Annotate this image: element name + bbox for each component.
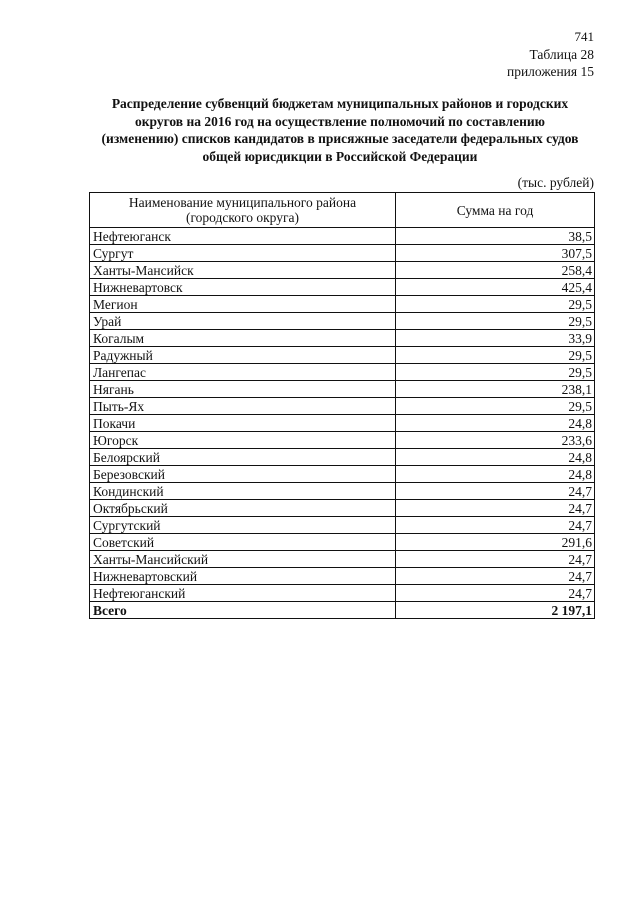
row-name-cell: Лангепас [90, 364, 396, 381]
table-row [90, 483, 595, 500]
table-row [90, 466, 595, 483]
table-reference [507, 46, 594, 80]
row-amount-cell: 258,4 [396, 262, 595, 279]
row-amount-cell: 24,8 [396, 449, 595, 466]
header-name [90, 193, 396, 228]
row-amount-cell: 33,9 [396, 330, 595, 347]
title-line: округов на 2016 год на осуществление полномочий по составлению [134, 113, 545, 129]
row-name-cell: Урай [90, 313, 396, 330]
table-row [90, 517, 595, 534]
row-amount-cell: 29,5 [396, 347, 595, 364]
header-name-line2: (городского округа) [185, 210, 300, 225]
header-amount: Сумма на год [396, 193, 595, 228]
row-amount-cell: 425,4 [396, 279, 595, 296]
title-line: общей юрисдикции в Российской Федерации [202, 148, 478, 164]
table-row [90, 228, 595, 245]
row-amount-cell: 307,5 [396, 245, 595, 262]
row-amount-cell: 24,7 [396, 517, 595, 534]
row-amount-cell: 24,7 [396, 483, 595, 500]
row-name-cell: Березовский [90, 466, 396, 483]
row-name-cell: Нижневартовск [90, 279, 396, 296]
row-name-cell: Сургут [90, 245, 396, 262]
table-body [90, 228, 595, 619]
row-amount-cell: 233,6 [396, 432, 595, 449]
table-row [90, 381, 595, 398]
row-name-cell: Пыть-Ях [90, 398, 396, 415]
header-name-line1: Наименование муниципального района [128, 195, 357, 210]
table-reference-line2: приложения 15 [506, 64, 594, 79]
units-note: (тыс. рублей) [517, 175, 594, 190]
table-row [90, 398, 595, 415]
row-name-cell: Сургутский [90, 517, 396, 534]
row-amount-cell: 24,7 [396, 551, 595, 568]
row-amount-cell: 24,7 [396, 585, 595, 602]
table-row [90, 551, 595, 568]
row-amount-cell: 29,5 [396, 364, 595, 381]
table-total-row [90, 602, 595, 619]
table-row [90, 296, 595, 313]
row-name-cell: Мегион [90, 296, 396, 313]
row-name-cell: Покачи [90, 415, 396, 432]
table-row [90, 245, 595, 262]
table-row [90, 313, 595, 330]
row-amount-cell: 29,5 [396, 398, 595, 415]
total-amount-cell: 2 197,1 [396, 602, 595, 619]
row-amount-cell: 238,1 [396, 381, 595, 398]
row-name-cell: Октябрьский [90, 500, 396, 517]
table-row [90, 330, 595, 347]
row-name-cell: Когалым [90, 330, 396, 347]
row-amount-cell: 29,5 [396, 296, 595, 313]
table-row [90, 585, 595, 602]
table-reference-line1: Таблица 28 [529, 47, 594, 62]
row-name-cell: Югорск [90, 432, 396, 449]
table-row [90, 432, 595, 449]
row-amount-cell: 24,7 [396, 568, 595, 585]
row-name-cell: Нижневартовский [90, 568, 396, 585]
row-amount-cell: 38,5 [396, 228, 595, 245]
row-name-cell: Нягань [90, 381, 396, 398]
row-amount-cell: 24,8 [396, 415, 595, 432]
table-row [90, 449, 595, 466]
row-amount-cell: 291,6 [396, 534, 595, 551]
row-amount-cell: 24,7 [396, 500, 595, 517]
table-header-row [90, 193, 595, 228]
row-amount-cell: 24,8 [396, 466, 595, 483]
row-name-cell: Ханты-Мансийский [90, 551, 396, 568]
row-name-cell: Нефтеюганск [90, 228, 396, 245]
title-line: (изменению) списков кандидатов в присяжные заседатели федеральных судов [101, 131, 579, 146]
row-name-cell: Белоярский [90, 449, 396, 466]
row-name-cell: Нефтеюганский [90, 585, 396, 602]
page-number: 741 [574, 29, 594, 44]
table-row [90, 534, 595, 551]
table-row [90, 415, 595, 432]
table-row [90, 500, 595, 517]
row-name-cell: Ханты-Мансийск [90, 262, 396, 279]
table-row [90, 364, 595, 381]
row-amount-cell: 29,5 [396, 313, 595, 330]
row-name-cell: Радужный [90, 347, 396, 364]
table-row [90, 279, 595, 296]
row-name-cell: Советский [90, 534, 396, 551]
row-name-cell: Кондинский [90, 483, 396, 500]
title-line: Распределение субвенций бюджетам муниципальных районов и городских [111, 96, 569, 111]
table-row [90, 568, 595, 585]
document-title [72, 95, 608, 165]
budget-table [89, 192, 595, 619]
total-label-cell: Всего [90, 602, 396, 619]
table-row [90, 262, 595, 279]
table-row [90, 347, 595, 364]
